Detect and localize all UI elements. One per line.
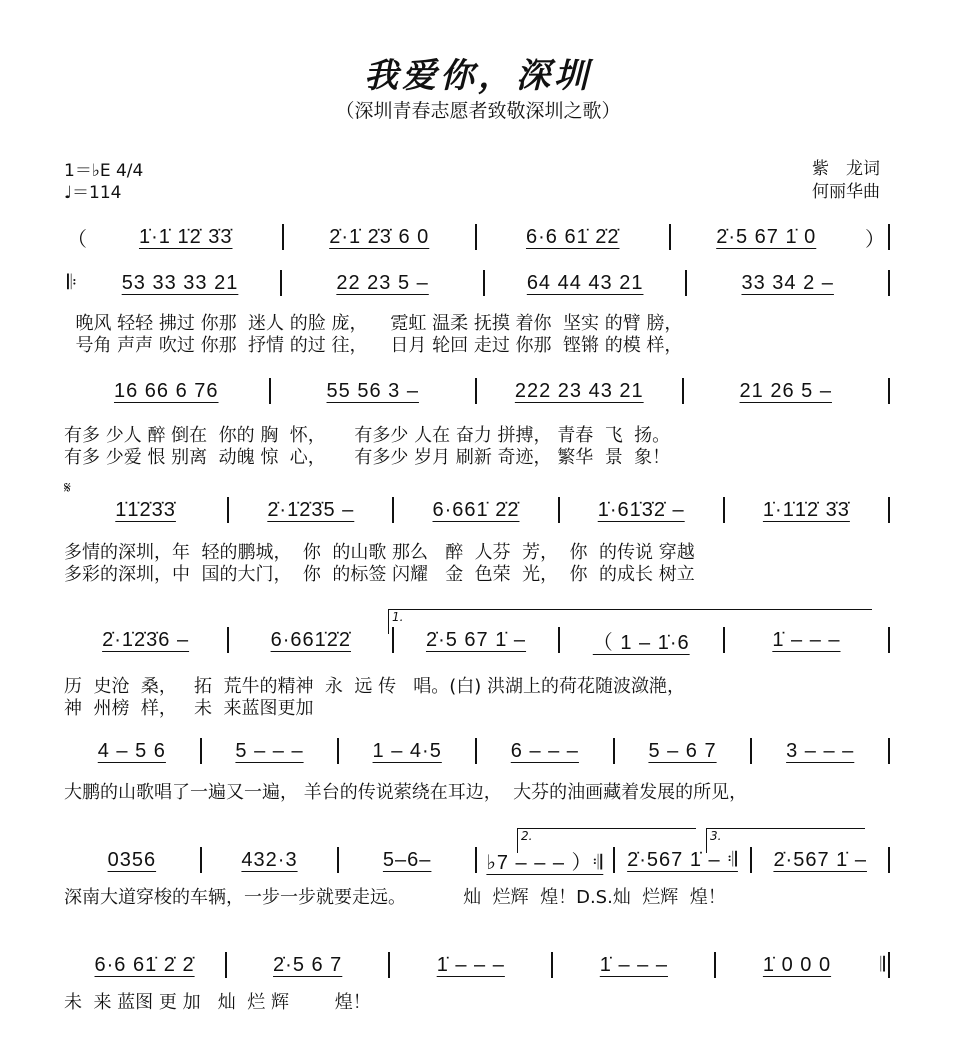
measure: 2̇·5 67 1̇ 0: [716, 225, 817, 248]
credits: [812, 158, 880, 204]
bar-line: [888, 270, 890, 296]
lyric-line: 多彩的深圳，中 国的大门， 你 的标签 闪耀 金 色荣 光， 你 的成长 树立: [64, 564, 695, 585]
volta-1: 1.: [388, 609, 872, 634]
segno-sign: 𝄋: [64, 478, 71, 497]
measure: 1̇ – – –: [599, 953, 668, 976]
measure: 2̇·5 67 1̇ –: [425, 628, 527, 651]
measure: 16 66 6 76: [113, 379, 219, 402]
song-subtitle: （深圳青春志愿者致敬深圳之歌）: [335, 100, 621, 122]
staff-end-mark: ）: [865, 228, 885, 251]
notation-line: [64, 222, 890, 252]
measure: 222 23 43 21: [514, 379, 644, 402]
notation-line: [64, 268, 890, 298]
measure: 2̇·567 1̇ –: [773, 848, 867, 871]
measure: 1 – 4·5: [372, 739, 442, 762]
bar-line: [888, 497, 890, 523]
staff-end-mark: 𝄂: [880, 953, 886, 976]
lyric-line: 有多 少人 醉 倒在 你的 胸 怀， 有多少 人在 奋力 拼搏， 青春 飞 扬。: [64, 425, 671, 446]
measure: 6 – – –: [510, 739, 579, 762]
bar-line: [888, 627, 890, 653]
measure: 1̇·61̇3̇2̇ –: [597, 498, 685, 521]
measure: 1̇·1̇1̇2̇ 3̇3̇: [762, 498, 850, 521]
tempo-marking: ♩＝114: [64, 183, 122, 203]
notation-line: [64, 845, 890, 875]
measure: 0356: [107, 848, 157, 871]
measure: （ 1 – 1̇·6: [592, 631, 690, 654]
lyricist: 紫 龙词: [812, 159, 880, 179]
song-title: 我爱你，深圳: [364, 56, 592, 96]
measure: 6·661̇2̇2̇: [270, 628, 351, 651]
staff-start-mark: 𝄆: [67, 271, 77, 294]
measure: 3 – – –: [786, 739, 855, 762]
measure: 6·6 61̇ 2̇ 2̇: [94, 953, 195, 976]
bar-line: [888, 224, 890, 250]
notation-line: [64, 736, 890, 766]
lyric-line: 历 史沧 桑， 拓 荒牛的精神 永 远 传 唱。(白) 洪湖上的荷花随波潋滟，: [64, 676, 686, 697]
notation-line: [64, 625, 890, 655]
staff-start-mark: （: [67, 228, 87, 251]
notation-line: [64, 950, 890, 980]
lyric-line: 有多 少爱 恨 别离 动魄 惊 心， 有多少 岁月 刷新 奇迹， 繁华 景 象！: [64, 447, 671, 468]
volta-2: 2.: [517, 828, 696, 853]
volta-3: 3.: [706, 828, 865, 853]
notation-line: [64, 495, 890, 525]
measure: 2̇·1̇2̇3̇5 –: [267, 498, 355, 521]
lyric-line: 多情的深圳，年 轻的鹏城， 你 的山歌 那么 醉 人芬 芳， 你 的传说 穿越: [64, 542, 695, 563]
measure: 33 34 2 –: [741, 271, 834, 294]
lyric-line: 晚风 轻轻 拂过 你那 迷人 的脸 庞， 霓虹 温柔 抚摸 着你 坚实 的臂 膀，: [64, 313, 683, 334]
lyric-line: 号角 声声 吹过 你那 抒情 的过 往， 日月 轮回 走过 你那 铿锵 的模 样，: [64, 335, 683, 356]
lyric-line: 深南大道穿梭的车辆，一步一步就要走远。 灿 烂辉 煌！D.S.灿 烂辉 煌！: [64, 887, 726, 908]
bar-line: [888, 952, 890, 978]
measure: 1̇ 0 0 0: [762, 953, 832, 976]
measure: 5–6–: [382, 848, 432, 871]
measure: 2̇·1̇2̇3̇6 –: [102, 628, 190, 651]
measure: 64 44 43 21: [526, 271, 644, 294]
notation-line: [64, 376, 890, 406]
measure: 6·6 61̇ 2̇2̇: [525, 225, 620, 248]
lyric-line: 神 州榜 样， 未 来蓝图更加: [64, 698, 314, 719]
measure: 53 33 33 21: [121, 271, 239, 294]
key-signature: 1＝♭E 4/4: [64, 161, 144, 181]
measure: 55 56 3 –: [326, 379, 419, 402]
measure: 21 26 5 –: [739, 379, 832, 402]
measure: 2̇·567 1̇ – 𝄇: [627, 848, 738, 871]
measure: 1̇1̇2̇3̇3̇: [115, 498, 176, 521]
bar-line: [888, 378, 890, 404]
measure: 432·3: [241, 848, 298, 871]
measure: 22 23 5 –: [336, 271, 429, 294]
bar-line: [888, 738, 890, 764]
composer: 何丽华曲: [812, 182, 880, 202]
measure: 1̇ – – –: [436, 953, 505, 976]
measure: 1̇ – – –: [772, 628, 841, 651]
measure: 1̇·1̇ 1̇2̇ 3̇3̇: [138, 225, 233, 248]
lyric-line: 大鹏的山歌唱了一遍又一遍， 羊台的传说萦绕在耳边， 大芬的油画藏着发展的所见，: [64, 782, 748, 803]
lyric-line: 未 来 蓝图 更 加 灿 烂 辉 煌！: [64, 992, 371, 1013]
measure: 6·661̇ 2̇2̇: [432, 498, 520, 521]
measure: 5 – 6 7: [648, 739, 717, 762]
bar-line: [888, 847, 890, 873]
measure: 4 – 5 6: [97, 739, 166, 762]
measure: ♭7 – – – ）𝄇: [486, 851, 604, 874]
measure: 2̇·1̇ 2̇3̇ 6 0: [329, 225, 430, 248]
measure: 2̇·5 6 7: [273, 953, 343, 976]
measure: 5 – – –: [235, 739, 304, 762]
